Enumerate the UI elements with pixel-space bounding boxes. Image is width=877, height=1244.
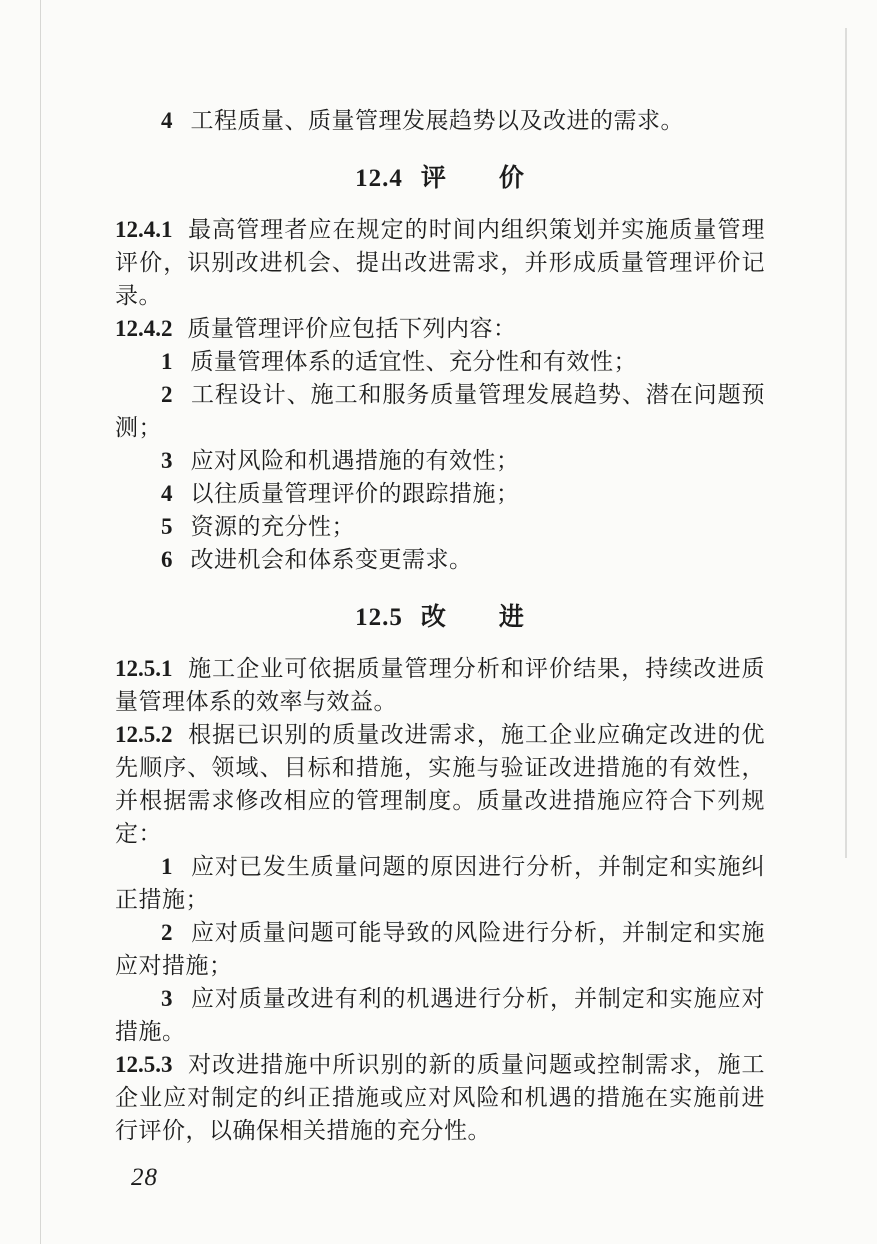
item-number: 3 bbox=[161, 448, 173, 473]
clause-text: 质量管理评价应包括下列内容： bbox=[187, 316, 517, 341]
heading-title: 评 价 bbox=[420, 165, 525, 192]
clause-number: 12.4.1 bbox=[115, 217, 173, 242]
clause-number: 12.5.3 bbox=[115, 1052, 173, 1077]
clause-text: 对改进措施中所识别的新的质量问题或控制需求，施工企业应对制定的纠正措施或应对风险和机遇的措施在实施前进行评价，以确保相关措施的充分性。 bbox=[115, 1052, 765, 1143]
item-number: 3 bbox=[161, 986, 173, 1011]
item-text: 改进机会和体系变更需求。 bbox=[190, 547, 473, 572]
page-number: 28 bbox=[131, 1164, 158, 1191]
clause-12-5-1 bbox=[115, 652, 765, 718]
scan-edge-left-line bbox=[40, 0, 41, 1244]
list-item bbox=[115, 982, 765, 1048]
document-page-content bbox=[115, 0, 765, 1193]
item-text: 工程质量、质量管理发展趋势以及改进的需求。 bbox=[190, 108, 684, 133]
clause-number: 12.5.2 bbox=[115, 722, 173, 747]
heading-title: 改 进 bbox=[420, 604, 525, 631]
clause-12-5-3 bbox=[115, 1048, 765, 1147]
clause-number: 12.5.1 bbox=[115, 656, 173, 681]
clause-text: 根据已识别的质量改进需求，施工企业应确定改进的优先顺序、领域、目标和措施，实施与验证改进措施的有效性，并根据需求修改相应的管理制度。质量改进措施应符合下列规定： bbox=[115, 722, 765, 846]
section-heading-12-4 bbox=[115, 159, 765, 199]
item-text: 质量管理体系的适宜性、充分性和有效性； bbox=[190, 349, 637, 374]
item-number: 6 bbox=[161, 547, 173, 572]
list-item bbox=[115, 378, 765, 444]
scan-edge-right-line bbox=[845, 28, 847, 858]
heading-number: 12.5 bbox=[355, 604, 403, 631]
item-number: 5 bbox=[161, 514, 173, 539]
clause-12-4-1 bbox=[115, 213, 765, 312]
list-item-intro-4 bbox=[115, 104, 765, 137]
item-number: 4 bbox=[161, 481, 173, 506]
clause-text: 施工企业可依据质量管理分析和评价结果，持续改进质量管理体系的效率与效益。 bbox=[115, 656, 765, 714]
clause-text: 最高管理者应在规定的时间内组织策划并实施质量管理评价，识别改进机会、提出改进需求，并形成质量管理评价记录。 bbox=[115, 217, 765, 308]
item-text: 资源的充分性； bbox=[190, 514, 355, 539]
list-item bbox=[115, 543, 765, 576]
item-text: 应对质量改进有利的机遇进行分析，并制定和实施应对措施。 bbox=[115, 986, 765, 1044]
list-item bbox=[115, 510, 765, 543]
item-number: 1 bbox=[161, 349, 173, 374]
item-number: 2 bbox=[161, 382, 173, 407]
list-item bbox=[115, 850, 765, 916]
list-item bbox=[115, 477, 765, 510]
item-text: 以往质量管理评价的跟踪措施； bbox=[190, 481, 520, 506]
section-heading-12-5 bbox=[115, 598, 765, 638]
clause-12-5-2 bbox=[115, 718, 765, 850]
item-text: 工程设计、施工和服务质量管理发展趋势、潜在问题预测； bbox=[115, 382, 765, 440]
item-text: 应对风险和机遇措施的有效性； bbox=[190, 448, 520, 473]
item-number: 4 bbox=[161, 108, 173, 133]
clause-number: 12.4.2 bbox=[115, 316, 173, 341]
list-item bbox=[115, 916, 765, 982]
heading-number: 12.4 bbox=[355, 165, 403, 192]
item-number: 2 bbox=[161, 920, 173, 945]
list-item bbox=[115, 444, 765, 477]
item-text: 应对质量问题可能导致的风险进行分析，并制定和实施应对措施； bbox=[115, 920, 765, 978]
list-item bbox=[115, 345, 765, 378]
clause-12-4-2 bbox=[115, 312, 765, 345]
item-number: 1 bbox=[161, 854, 173, 879]
item-text: 应对已发生质量问题的原因进行分析，并制定和实施纠正措施； bbox=[115, 854, 765, 912]
